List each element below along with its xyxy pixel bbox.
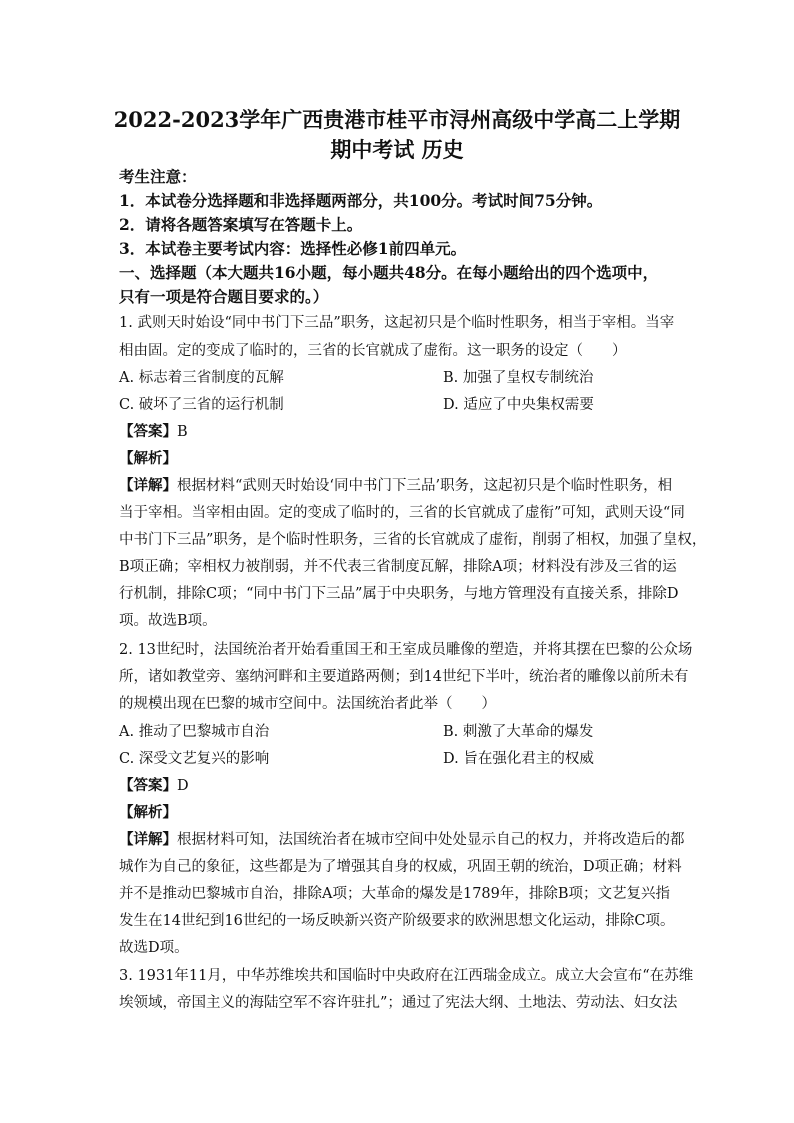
q1-detail-line5: 行机制，排除C项；“同中书门下三品”属于中央职务，与地方管理没有直接关系，排除D [119, 586, 679, 602]
q2-detail-line4: 发生在14世纪到16世纪的一场反映新兴资产阶级要求的欧洲思想文化运动，排除C项。 [119, 913, 675, 929]
notice-item-2: 2．请将各题答案填写在答题卡上。 [119, 215, 363, 234]
q1-answer [119, 420, 188, 441]
q2-detail-line3: 并不是推动巴黎城市自治，排除A项；大革命的爆发是1789年，排除B项；文艺复兴指 [119, 886, 671, 902]
q1-analysis-label: 【解析】 [119, 450, 177, 467]
q2-stem-line3: 的规模出现在巴黎的城市空间中。法国统治者此举（ ） [119, 696, 496, 712]
q1-detail-line4: B项正确；宰相权力被削弱，并不代表三省制度瓦解，排除A项；材料没有涉及三省的运 [119, 559, 677, 575]
q2-option-b: B. 刺激了大革命的爆发 [443, 724, 594, 740]
notice-item-1: 1．本试卷分选择题和非选择题两部分，共100分。考试时间75分钟。 [119, 191, 603, 210]
answer-label: 【答案】 [119, 423, 177, 440]
q2-analysis-label: 【解析】 [119, 804, 177, 821]
detail-label: 【详解】 [119, 477, 177, 494]
q1-detail-line6: 项。故选B项。 [119, 613, 217, 629]
q3-stem-line1: 3. 1931年11月，中华苏维埃共和国临时中央政府在江西瑞金成立。成立大会宣布“在苏维 [119, 968, 694, 984]
q1-option-b: B. 加强了皇权专制统治 [443, 370, 594, 386]
detail-text: 根据材料“武则天时始设‘同中书门下三品’职务，这起初只是个临时性职务，相 [177, 478, 673, 494]
detail-text: 根据材料可知，法国统治者在城市空间中处处显示自己的权力，并将改造后的都 [177, 832, 685, 848]
q2-detail-line2: 城作为自己的象征，这些都是为了增强其自身的权威，巩固王朝的统治，D项正确；材料 [119, 859, 682, 875]
q1-option-a: A. 标志着三省制度的瓦解 [119, 370, 284, 386]
q1-option-c: C. 破坏了三省的运行机制 [119, 397, 284, 413]
answer-value: D [177, 778, 189, 794]
q1-detail-line3: 中书门下三品”职务，是个临时性职务，三省的长官就成了虚衔，削弱了相权，加强了皇权， [119, 532, 707, 548]
q2-answer [119, 774, 189, 795]
q1-stem-line1: 1. 武则天时始设“同中书门下三品”职务，这起初只是个临时性职务，相当于宰相。当宰 [119, 315, 675, 331]
q2-stem-line2: 所，诸如教堂旁、塞纳河畔和主要道路两侧；到14世纪下半叶，统治者的雕像以前所未有 [119, 669, 689, 685]
exam-title-line2: 期中考试 历史 [330, 137, 464, 162]
q2-stem-line1: 2. 13世纪时，法国统治者开始看重国王和王室成员雕像的塑造，并将其摆在巴黎的公众场 [119, 642, 693, 658]
q2-detail-line1 [119, 828, 685, 849]
section-header-line1: 一、选择题（本大题共16小题，每小题共48分。在每小题给出的四个选项中， [119, 263, 659, 282]
notice-header: 考生注意： [119, 167, 197, 186]
section-header-line2: 只有一项是符合题目要求的。） [119, 287, 329, 306]
q1-detail-line1 [119, 474, 672, 495]
q1-stem-line2: 相由固。定的变成了临时的，三省的长官就成了虚衔。这一职务的设定（ ） [119, 343, 627, 359]
answer-value: B [177, 424, 188, 440]
answer-label: 【答案】 [119, 777, 177, 794]
q1-option-d: D. 适应了中央集权需要 [443, 397, 594, 413]
notice-item-3: 3．本试卷主要考试内容：选择性必修1前四单元。 [119, 239, 467, 258]
q2-option-a: A. 推动了巴黎城市自治 [119, 724, 270, 740]
q2-detail-line5: 故选D项。 [119, 940, 189, 956]
q2-option-c: C. 深受文艺复兴的影响 [119, 751, 270, 767]
exam-title-line1: 2022-2023学年广西贵港市桂平市浔州高级中学高二上学期 [113, 107, 681, 132]
q3-stem-line2: 埃领域，帝国主义的海陆空军不容许驻扎”；通过了宪法大纲、土地法、劳动法、妇女法 [119, 995, 678, 1011]
q1-detail-line2: 当于宰相。当宰相由固。定的变成了临时的，三省的长官就成了虚衔”可知，武则天设“同 [119, 505, 685, 521]
q2-option-d: D. 旨在强化君主的权威 [443, 751, 594, 767]
detail-label: 【详解】 [119, 831, 177, 848]
